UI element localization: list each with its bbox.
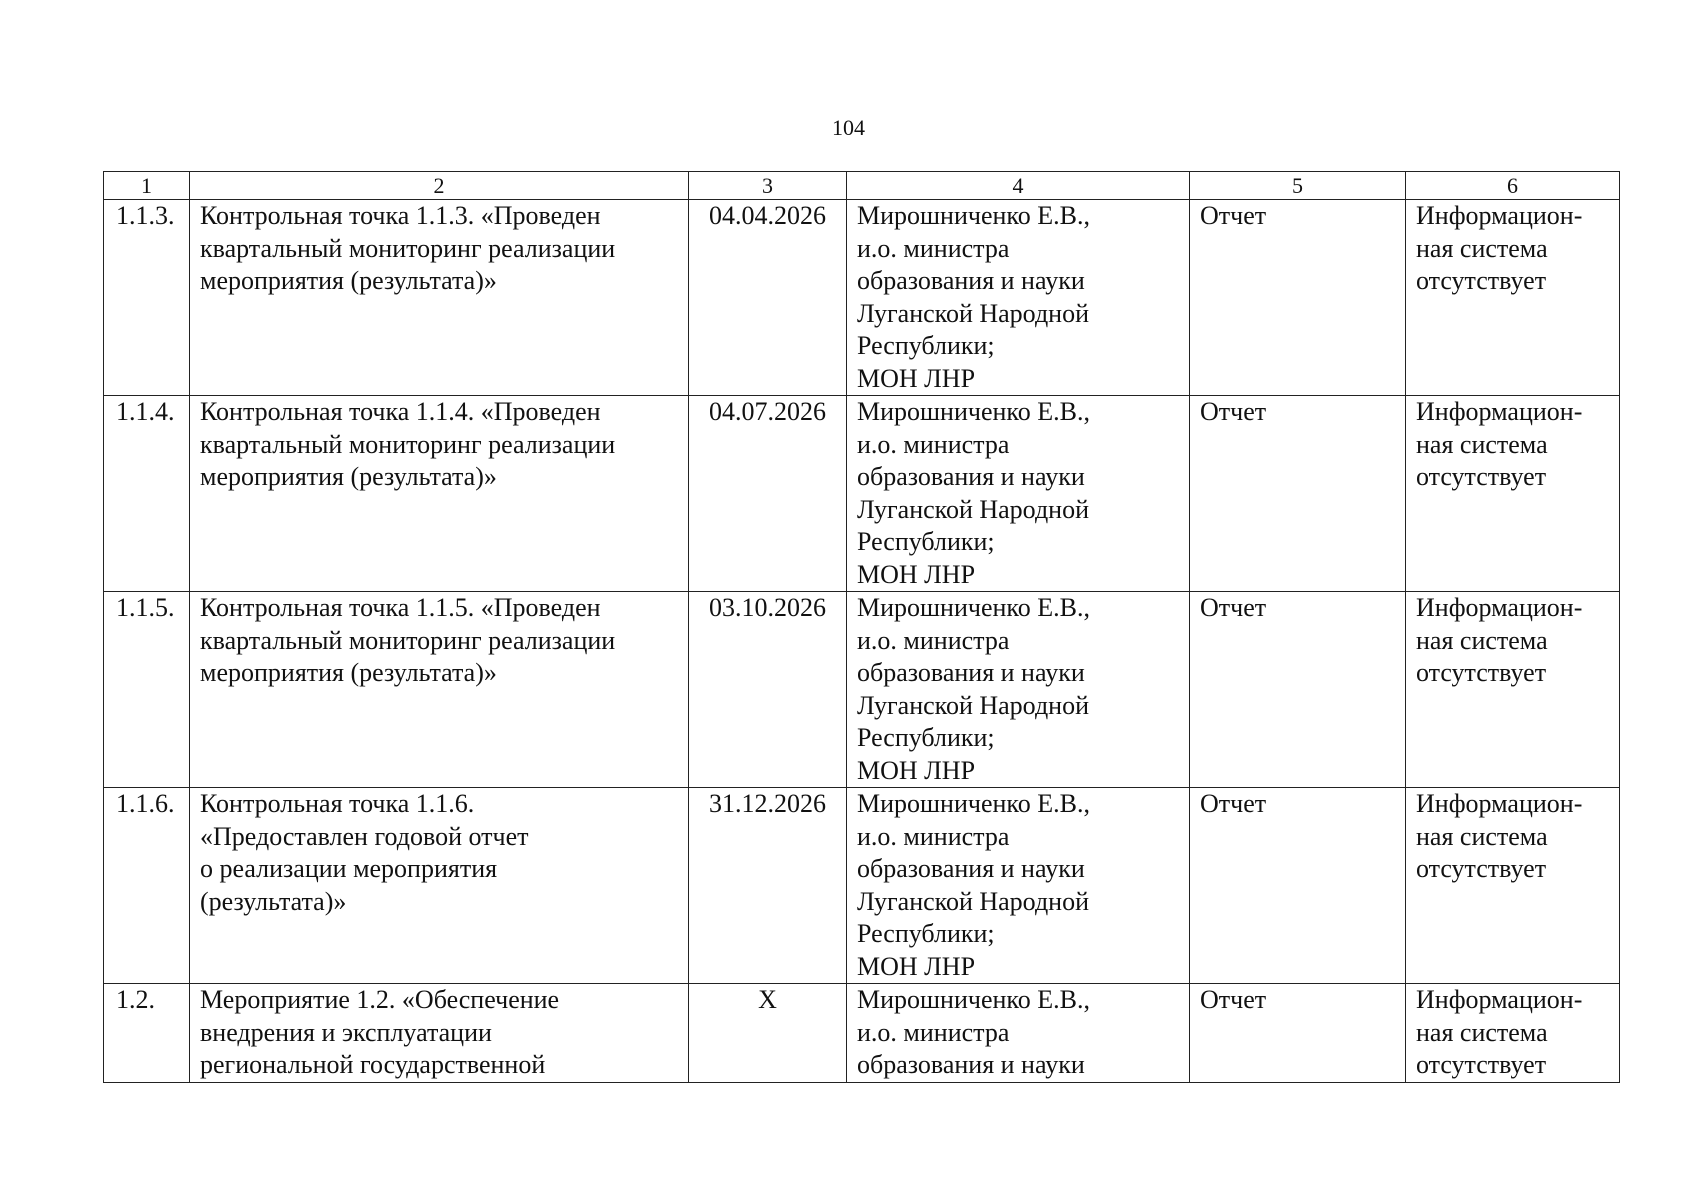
row-system: Информацион- ная система отсутствует: [1406, 200, 1620, 396]
row-name: Контрольная точка 1.1.3. «Проведен квартальный мониторинг реализации мероприятия (результата)»: [190, 200, 689, 396]
row-system: Информацион- ная система отсутствует: [1406, 788, 1620, 984]
row-date: Х: [689, 984, 847, 1083]
row-name: Контрольная точка 1.1.4. «Проведен квартальный мониторинг реализации мероприятия (результата)»: [190, 396, 689, 592]
row-number: 1.1.3.: [104, 200, 190, 396]
row-date: 04.07.2026: [689, 396, 847, 592]
row-document: Отчет: [1190, 200, 1406, 396]
row-system: Информацион- ная система отсутствует: [1406, 592, 1620, 788]
row-name: Контрольная точка 1.1.6. «Предоставлен годовой отчет о реализации мероприятия (результата)»: [190, 788, 689, 984]
page-number: 104: [832, 115, 865, 140]
table-row: [104, 984, 1620, 1083]
header-col-3: 3: [689, 172, 847, 200]
row-name: Мероприятие 1.2. «Обеспечение внедрения и эксплуатации региональной государственной: [190, 984, 689, 1083]
row-responsible: Мирошниченко Е.В., и.о. министра образования и науки Луганской Народной Республики; МОН ЛНР: [847, 592, 1190, 788]
header-col-4: 4: [847, 172, 1190, 200]
row-number: 1.1.6.: [104, 788, 190, 984]
table-row: [104, 396, 1620, 592]
row-document: Отчет: [1190, 984, 1406, 1083]
row-date: 03.10.2026: [689, 592, 847, 788]
table-header-row: [104, 172, 1620, 200]
row-system: Информацион- ная система отсутствует: [1406, 396, 1620, 592]
control-points-table: [103, 171, 1620, 1083]
row-responsible: Мирошниченко Е.В., и.о. министра образования и науки Луганской Народной Республики; МОН ЛНР: [847, 788, 1190, 984]
row-number: 1.2.: [104, 984, 190, 1083]
row-number: 1.1.5.: [104, 592, 190, 788]
row-date: 04.04.2026: [689, 200, 847, 396]
header-col-6: 6: [1406, 172, 1620, 200]
row-number: 1.1.4.: [104, 396, 190, 592]
row-name: Контрольная точка 1.1.5. «Проведен квартальный мониторинг реализации мероприятия (результата)»: [190, 592, 689, 788]
row-date: 31.12.2026: [689, 788, 847, 984]
header-col-2: 2: [190, 172, 689, 200]
table-row: [104, 200, 1620, 396]
table-row: [104, 592, 1620, 788]
row-responsible: Мирошниченко Е.В., и.о. министра образования и науки Луганской Народной Республики; МОН ЛНР: [847, 200, 1190, 396]
row-document: Отчет: [1190, 788, 1406, 984]
row-document: Отчет: [1190, 396, 1406, 592]
table-row: [104, 788, 1620, 984]
row-document: Отчет: [1190, 592, 1406, 788]
row-responsible: Мирошниченко Е.В., и.о. министра образования и науки Луганской Народной Республики; МОН ЛНР: [847, 396, 1190, 592]
row-responsible: Мирошниченко Е.В., и.о. министра образования и науки: [847, 984, 1190, 1083]
row-system: Информацион- ная система отсутствует: [1406, 984, 1620, 1083]
header-col-5: 5: [1190, 172, 1406, 200]
header-col-1: 1: [104, 172, 190, 200]
